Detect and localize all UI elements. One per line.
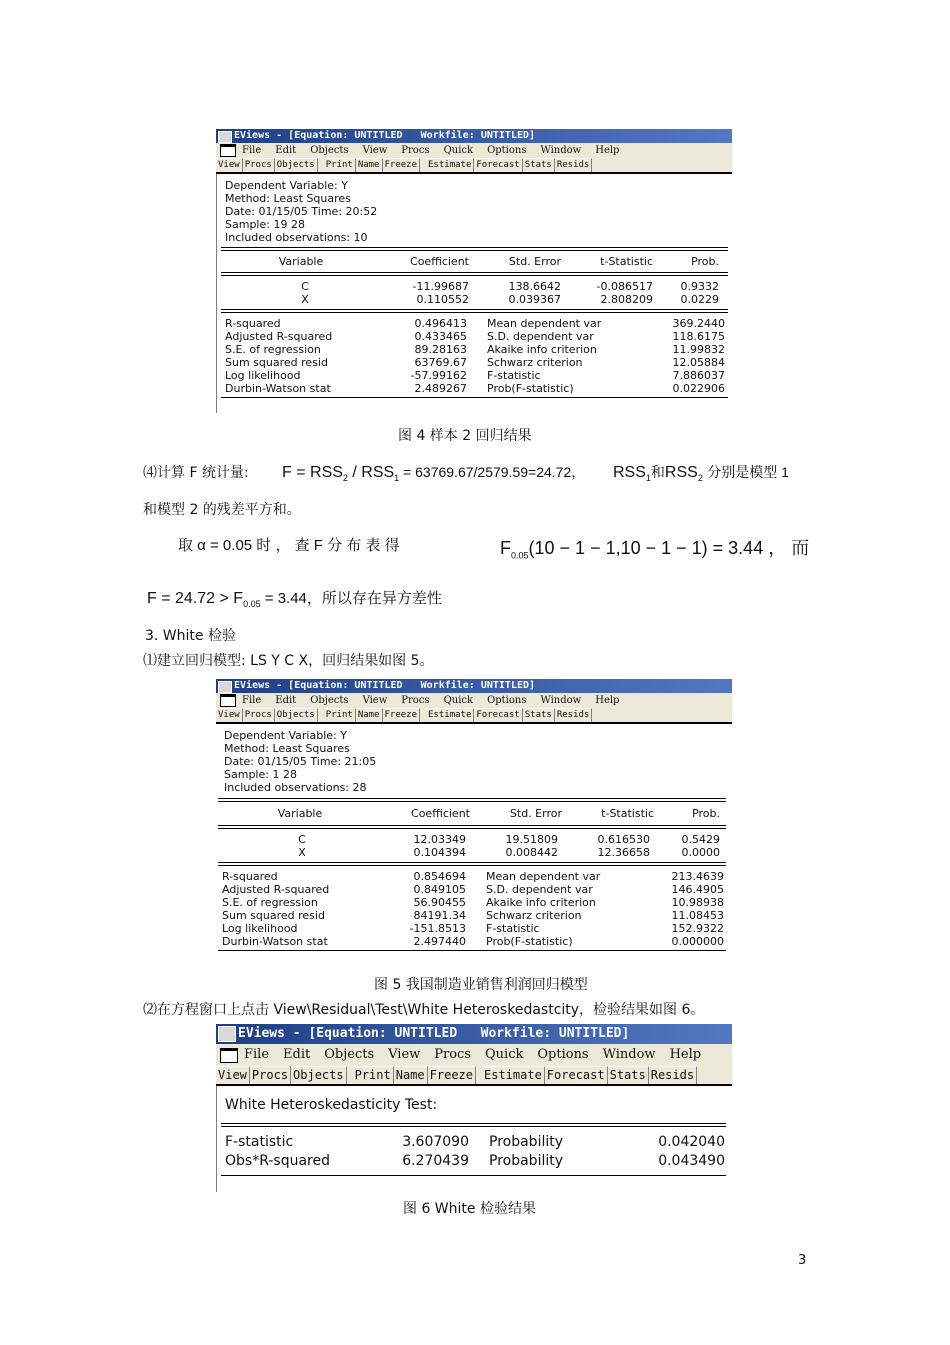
stat-label: Akaike info criterion [487,343,597,356]
procs-button[interactable]: Procs [243,158,275,172]
page-number: 3 [798,1253,807,1268]
stat-label: Mean dependent var [486,870,601,883]
stat-label: Mean dependent var [487,317,602,330]
name-button[interactable]: Name [394,1066,428,1084]
forecast-button[interactable]: Forecast [474,158,522,172]
objects-button[interactable]: Objects [291,1066,347,1084]
window-title-bar [216,1024,732,1044]
prob-value: 0.043490 [658,1153,725,1169]
menu-window[interactable]: Window [602,1047,656,1062]
stat-label: F-statistic [486,922,540,935]
col-variable: Variable [277,807,323,820]
header-line: Included observations: 28 [224,781,367,794]
menu-help[interactable]: Help [669,1047,702,1062]
window-title: EViews - [Equation: UNTITLED Workfile: UNTITLED] [238,1026,630,1041]
formula-part: = 3.44，所以存在异方差性 [260,590,442,607]
estimate-button[interactable]: Estimate [426,158,474,172]
menu-options[interactable]: Options [487,695,527,706]
prob-value: 0.0229 [680,293,719,306]
menu-quick[interactable]: Quick [443,695,474,706]
prob-value: 0.5429 [681,833,720,846]
stat-label: Adjusted R-squared [225,330,333,343]
figure-5-caption: 图 5 我国制造业销售利润回归模型 [374,977,588,993]
stat-label: Durbin-Watson stat [222,935,328,948]
t-statistic-value: 2.808209 [600,293,653,306]
freeze-button[interactable]: Freeze [383,158,421,172]
variable-name: X [298,846,306,859]
menu-procs[interactable]: Procs [401,695,430,706]
stats-row [221,330,728,343]
t-statistic-value: -0.086517 [596,280,653,293]
menu-edit[interactable]: Edit [275,145,297,156]
menu-edit[interactable]: Edit [283,1047,311,1062]
t-statistic-value: 12.36658 [597,846,650,859]
menu-edit[interactable]: Edit [275,695,297,706]
stat-label: Schwarz criterion [487,356,583,369]
stat-value: -151.8513 [409,922,466,935]
resids-button[interactable]: Resids [555,158,593,172]
table-row [218,833,726,846]
stat-label: Log likelihood [225,369,301,382]
print-button[interactable]: Print [353,1066,394,1084]
document-icon[interactable] [220,1048,238,1063]
alpha-line: 取 α = 0.05 时 ， 查 F 分 布 表 得 [178,537,400,554]
objects-button[interactable]: Objects [275,158,318,172]
menu-quick[interactable]: Quick [485,1047,524,1062]
variable-name: C [298,833,306,846]
stat-label: Log likelihood [222,922,298,935]
stat-label: Schwarz criterion [486,909,582,922]
stat-label: Durbin-Watson stat [225,382,331,395]
stat-label: Sum squared resid [222,909,325,922]
stat-value: 0.022906 [672,382,725,395]
menu-options[interactable]: Options [487,145,527,156]
step4-line2: 和模型 2 的残差平方和。 [143,502,301,518]
stats-row [221,356,728,369]
stat-label: R-squared [222,870,278,883]
stat-label: S.D. dependent var [486,883,593,896]
menu-objects[interactable]: Objects [310,145,349,156]
table-row [218,846,726,859]
header-line: Dependent Variable: Y [224,729,347,742]
stat-value: -57.99162 [410,369,467,382]
stats-row [218,909,726,922]
stat-value: 6.270439 [402,1153,469,1169]
window-title-bar [216,679,732,693]
equation-output [216,174,732,413]
variable-name: X [301,293,309,306]
stat-label: Adjusted R-squared [222,883,330,896]
stat-value: 11.99832 [672,343,725,356]
conjunction: 和 [650,464,665,480]
stat-value: 0.496413 [414,317,467,330]
name-button[interactable]: Name [356,708,383,722]
rss-symbol: RSS [613,464,646,481]
test-row [221,1152,726,1171]
f-formula [282,462,585,483]
coefficient-value: 0.110552 [416,293,469,306]
formula-part: F [500,538,511,558]
stat-value: 84191.34 [413,909,466,922]
std-error-value: 0.008442 [505,846,558,859]
resids-button[interactable]: Resids [555,708,593,722]
white-test-output [216,1086,732,1192]
divider [218,950,726,951]
window-title-bar [216,129,732,143]
stat-value: 10.98938 [671,896,724,909]
stats-button[interactable]: Stats [523,708,555,722]
step2-text: ⑵在方程窗口上点击 View\Residual\Test\White Heteroskedastcity，检验结果如图 6。 [143,1002,705,1018]
stat-value: 7.886037 [672,369,725,382]
stats-row [218,896,726,909]
estimate-button[interactable]: Estimate [482,1066,545,1084]
stat-label: S.D. dependent var [487,330,594,343]
stat-value: 213.4639 [671,870,724,883]
menu-file[interactable]: File [244,1047,270,1062]
stat-label: Prob(F-statistic) [487,382,574,395]
stat-value: 3.607090 [402,1134,469,1150]
menu-help[interactable]: Help [595,695,620,706]
view-button[interactable]: View [216,708,243,722]
col-coefficient: Coefficient [410,255,469,268]
stat-value: 0.849105 [413,883,466,896]
header-line: Date: 01/15/05 Time: 20:52 [225,205,378,218]
print-button[interactable]: Print [324,158,356,172]
resids-button[interactable]: Resids [649,1066,697,1084]
stat-label: Obs*R-squared [225,1153,330,1169]
prob-value: 0.042040 [658,1134,725,1150]
f-critical-formula [500,534,809,561]
menu-objects[interactable]: Objects [324,1047,375,1062]
menu-window[interactable]: Window [540,695,582,706]
eviews-window-fig5 [216,679,732,957]
subscript: 2 [342,473,348,484]
coefficient-value: 12.03349 [413,833,466,846]
menu-bar [216,1044,732,1066]
rss-symbol: RSS [664,464,698,481]
menu-help[interactable]: Help [595,145,620,156]
t-statistic-value: 0.616530 [597,833,650,846]
prob-label: Probability [489,1153,564,1169]
stats-button[interactable]: Stats [523,158,555,172]
f-comparison [147,587,442,609]
stats-row [221,343,728,356]
header-line: Date: 01/15/05 Time: 21:05 [224,755,377,768]
formula-part: / RSS [347,464,395,481]
variable-name: C [301,280,309,293]
stat-value: 118.6175 [672,330,725,343]
stats-row [218,870,726,883]
std-error-value: 138.6642 [508,280,561,293]
subscript: 2 [697,473,703,484]
menu-objects[interactable]: Objects [310,695,349,706]
menu-options[interactable]: Options [537,1047,589,1062]
test-row [221,1133,726,1152]
stat-label: Prob(F-statistic) [486,935,573,948]
stat-value: 0.433465 [414,330,467,343]
header-line: Method: Least Squares [224,742,350,755]
menu-procs[interactable]: Procs [401,145,430,156]
summary-stats [218,870,726,948]
formula-part: (10 − 1 − 1,10 − 1 − 1) = 3.44 ， 而 [528,538,810,558]
stat-value: 12.05884 [672,356,725,369]
toolbar [216,158,732,174]
eviews-app-icon [218,1026,236,1042]
header-line: Method: Least Squares [225,192,351,205]
menu-view[interactable]: View [362,695,388,706]
stat-label: F-statistic [225,1134,294,1150]
coefficient-header-row [221,255,728,268]
std-error-value: 19.51809 [505,833,558,846]
header-line: Sample: 19 28 [225,218,305,231]
stats-button[interactable]: Stats [608,1066,649,1084]
equation-output [216,724,732,957]
eviews-app-icon [218,681,232,693]
rss-note [613,462,789,483]
coefficient-value: 0.104394 [413,846,466,859]
menu-file[interactable]: File [242,145,262,156]
col-t-statistic: t-Statistic [600,255,653,268]
document-icon[interactable] [220,144,236,157]
coefficient-value: -11.99687 [412,280,469,293]
col-std-error: Std. Error [508,255,561,268]
stat-value: 56.90455 [413,896,466,909]
forecast-button[interactable]: Forecast [545,1066,608,1084]
figure-6-caption: 图 6 White 检验结果 [403,1201,536,1217]
table-row [221,280,728,293]
forecast-button[interactable]: Forecast [474,708,522,722]
rss-description: 分别是模型 1 [707,464,789,480]
menu-file[interactable]: File [242,695,262,706]
menu-procs[interactable]: Procs [434,1047,472,1062]
subscript: 1 [645,473,651,484]
col-std-error: Std. Error [509,807,562,820]
stat-label: F-statistic [487,369,541,382]
coefficient-header-row [218,807,726,820]
white-test-title: White Heteroskedasticity Test: [225,1097,438,1113]
formula-part: F = RSS [282,464,343,481]
table-row [221,293,728,306]
prob-value: 0.0000 [681,846,720,859]
stat-label: R-squared [225,317,281,330]
header-line: Included observations: 10 [225,231,368,244]
stats-row [221,317,728,330]
toolbar [216,708,732,724]
stat-value: 146.4905 [671,883,724,896]
stat-value: 369.2440 [672,317,725,330]
std-error-value: 0.039367 [508,293,561,306]
col-coefficient: Coefficient [411,807,470,820]
stat-value: 11.08453 [671,909,724,922]
subscript: 0.05 [243,599,261,610]
stat-value: 63769.67 [414,356,467,369]
output-header [216,729,732,794]
menu-bar [216,143,732,158]
col-prob: Prob. [692,807,720,820]
menu-quick[interactable]: Quick [443,145,474,156]
section-3-heading: 3. White 检验 [145,628,236,644]
menu-window[interactable]: Window [540,145,582,156]
divider [221,1175,726,1176]
col-variable: Variable [278,255,324,268]
stat-value: 2.497440 [413,935,466,948]
toolbar [216,1066,732,1086]
menu-view[interactable]: View [388,1047,421,1062]
prob-label: Probability [489,1134,564,1150]
stat-value: 89.28163 [414,343,467,356]
eviews-window-fig6 [216,1024,732,1192]
stats-row [218,883,726,896]
window-title: EViews - [Equation: UNTITLED Workfile: UNTITLED] [234,130,536,141]
stat-value: 152.9322 [671,922,724,935]
name-button[interactable]: Name [356,158,383,172]
stat-label: Akaike info criterion [486,896,596,909]
subscript: 1 [394,473,400,484]
stats-row [218,922,726,935]
objects-button[interactable]: Objects [275,708,318,722]
menu-bar [216,693,732,708]
stat-value: 0.854694 [413,870,466,883]
figure-4-caption: 图 4 样本 2 回归结果 [398,428,532,444]
divider [221,397,728,398]
procs-button[interactable]: Procs [250,1066,291,1084]
eviews-app-icon [218,131,232,143]
window-title: EViews - [Equation: UNTITLED Workfile: UNTITLED] [234,680,536,691]
stats-row [218,935,726,948]
col-prob: Prob. [691,255,719,268]
col-t-statistic: t-Statistic [601,807,654,820]
header-line: Dependent Variable: Y [225,179,348,192]
stats-row [221,382,728,395]
view-button[interactable]: View [216,1066,250,1084]
summary-stats [221,317,728,395]
header-line: Sample: 1 28 [224,768,297,781]
formula-part: = 63769.67/2579.59=24.72， [399,464,586,480]
print-button[interactable]: Print [324,708,356,722]
step1-text: ⑴建立回归模型: LS Y C X，回归结果如图 5。 [143,653,434,669]
stat-value: 2.489267 [414,382,467,395]
prob-value: 0.9332 [680,280,719,293]
output-header [217,179,732,244]
menu-view[interactable]: View [362,145,388,156]
formula-part: F = 24.72 > F [147,590,244,607]
freeze-button[interactable]: Freeze [383,708,421,722]
stat-label: Sum squared resid [225,356,328,369]
freeze-button[interactable]: Freeze [428,1066,476,1084]
view-button[interactable]: View [216,158,243,172]
subscript: 0.05 [511,550,529,561]
stat-label: S.E. of regression [222,896,318,909]
divider [218,798,726,802]
procs-button[interactable]: Procs [243,708,275,722]
estimate-button[interactable]: Estimate [426,708,474,722]
eviews-window-fig4 [216,129,732,413]
step4-label: ⑷计算 F 统计量: [143,465,249,481]
divider [221,247,728,251]
document-icon[interactable] [220,694,236,707]
stat-value: 0.000000 [671,935,724,948]
stat-label: S.E. of regression [225,343,321,356]
stats-row [221,369,728,382]
